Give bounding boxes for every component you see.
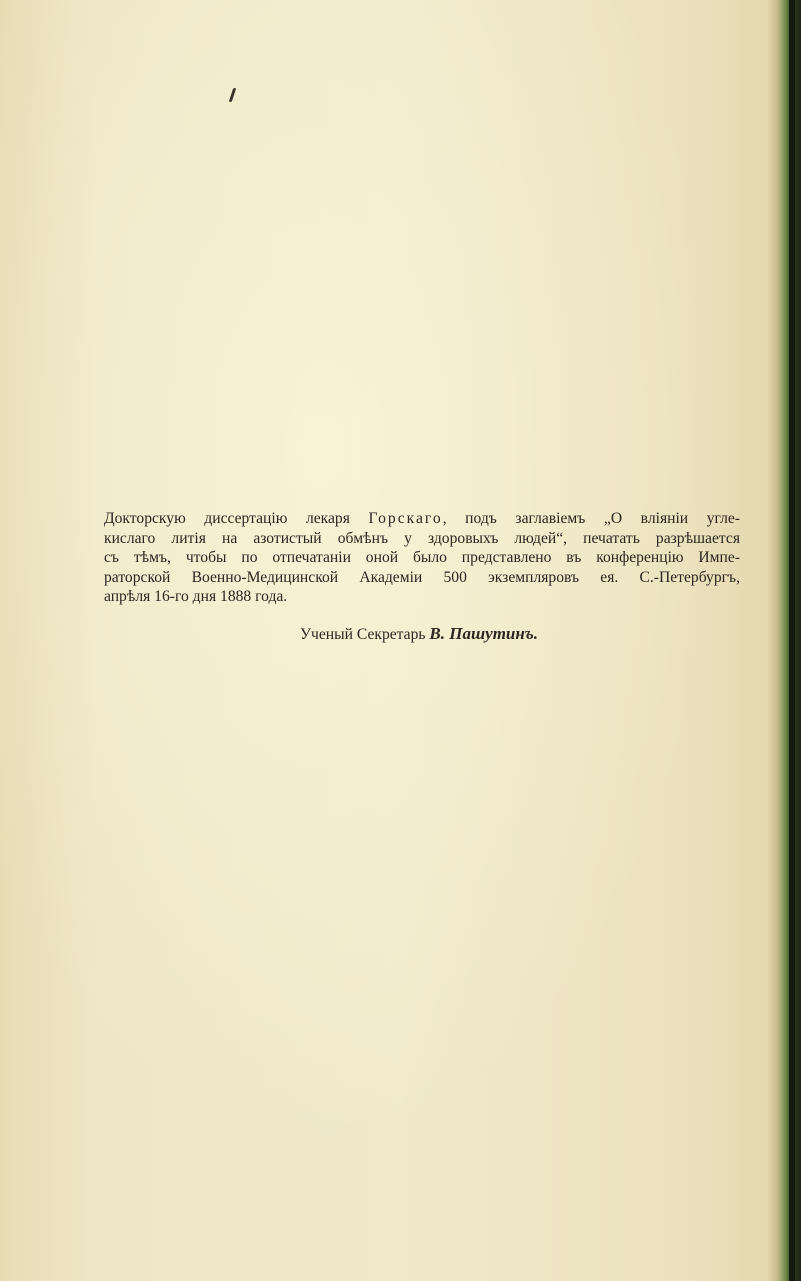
- permission-line-2: кислаго литія на азотистый обмѣнъ у здоровыхъ людей“, печатать разрѣшается: [104, 529, 740, 547]
- permission-line-1: Докторскую диссертацію лекаря Горскаго, подъ заглавіемъ „О вліяніи угле-: [104, 510, 740, 527]
- page-edge-line: [789, 0, 795, 1281]
- signature-name: В. Пашутинъ.: [429, 624, 539, 643]
- permission-paragraph: [104, 509, 740, 607]
- permission-line-4: раторской Военно-Медицинской Академіи 500 экземпляровъ ея. С.-Петербургъ,: [104, 568, 740, 586]
- signature-line: [300, 624, 538, 644]
- ink-mark: [229, 88, 237, 102]
- bleed-through-shadow: [130, 300, 550, 530]
- author-name: Горскаго: [368, 510, 443, 527]
- permission-line-3: съ тѣмъ, чтобы по отпечатаніи оной было представлено въ конференцію Импе-: [104, 549, 740, 566]
- page-edge-shadow: [767, 0, 801, 1281]
- permission-line-5: апрѣля 16-го дня 1888 года.: [104, 588, 288, 605]
- signature-title: Ученый Секретарь: [300, 626, 430, 643]
